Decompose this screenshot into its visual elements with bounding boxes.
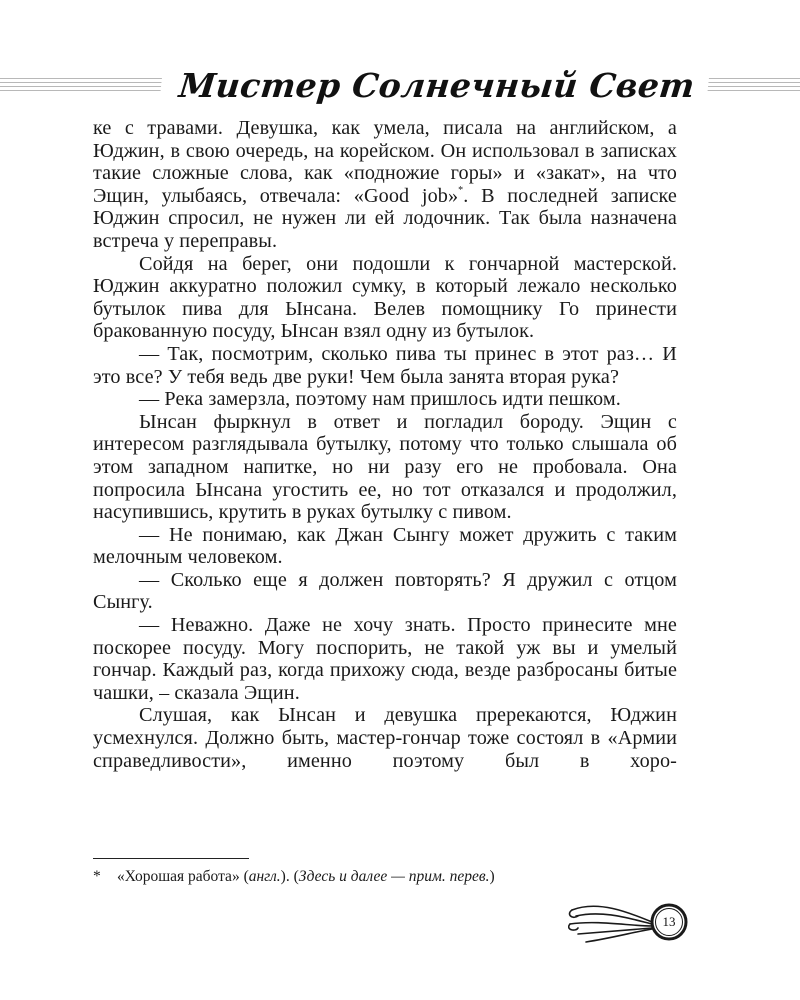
paragraph: Слушая, как Ынсан и девушка пререкаются, Юджин усмехнулся. Должно быть, мастер-гончар тоже состоял в «Армии справедливости», именно поэтому был в хоро- — [93, 704, 677, 772]
paragraph: Сойдя на берег, они подошли к гончарной мастерской. Юджин аккуратно положил сумку, в который лежало несколько бутылок пива для Ынсана. Велев помощнику Го принести бракованную посуду, Ынсан взял одну из бутылок. — [93, 252, 677, 343]
book-title: Мистер Солнечный Свет — [158, 62, 711, 112]
dialogue-line: — Не понимаю, как Джан Сынгу может дружить с таким мелочным человеком. — [93, 523, 677, 569]
footnote-ref: * — [458, 184, 464, 196]
dialogue-line: — Сколько еще я должен повторять? Я дружил с отцом Сынгу. — [93, 568, 677, 614]
dialogue-line: — Река замерзла, поэтому нам пришлось идти пешком. — [139, 388, 621, 411]
paragraph: Ынсан фыркнул в ответ и погладил бороду. Эщин с интересом разглядывала бутылку, потому что только слышала об этом западном напитке, но ни разу его не пробовала. Она попросила Ынсана угостить ее, но тот отказался и продолжил, насупившись, крутить в руках бутылку с пивом. — [93, 410, 677, 524]
footnote-rule — [93, 858, 249, 859]
footnote: * «Хорошая работа» (англ.). (Здесь и далее — прим. перев.) — [93, 868, 495, 885]
paragraph-text: . В последней записке Юджин спросил, не нужен ли ей лодочник. Так была назначена встреча у переправы. — [93, 184, 677, 252]
footnote-mark: * — [93, 868, 101, 885]
paragraph-text: ке с травами. Девушка, как умела, писала на английском, а Юджин, в свою очередь, на корейском. Он использовал в записках такие сложные слова, как «подножие горы» и «закат», на что Эщин, улыбаясь, отвечала: «Good job» — [93, 117, 677, 207]
page-number: 13 — [662, 914, 676, 929]
paragraph — [93, 117, 677, 253]
running-header — [0, 62, 800, 112]
dialogue-line: — Так, посмотрим, сколько пива ты принес в этот раз… И это все? У тебя ведь две руки! Чем была занята вторая рука? — [93, 342, 677, 388]
body-text — [93, 117, 677, 772]
dialogue-line: — Неважно. Даже не хочу знать. Просто принесите мне поскорее посуду. Могу поспорить, не такой уж вы и умелый гончар. Каждый раз, когда прихожу сюда, везде разбросаны битые чашки, – сказала Эщин. — [93, 614, 677, 704]
